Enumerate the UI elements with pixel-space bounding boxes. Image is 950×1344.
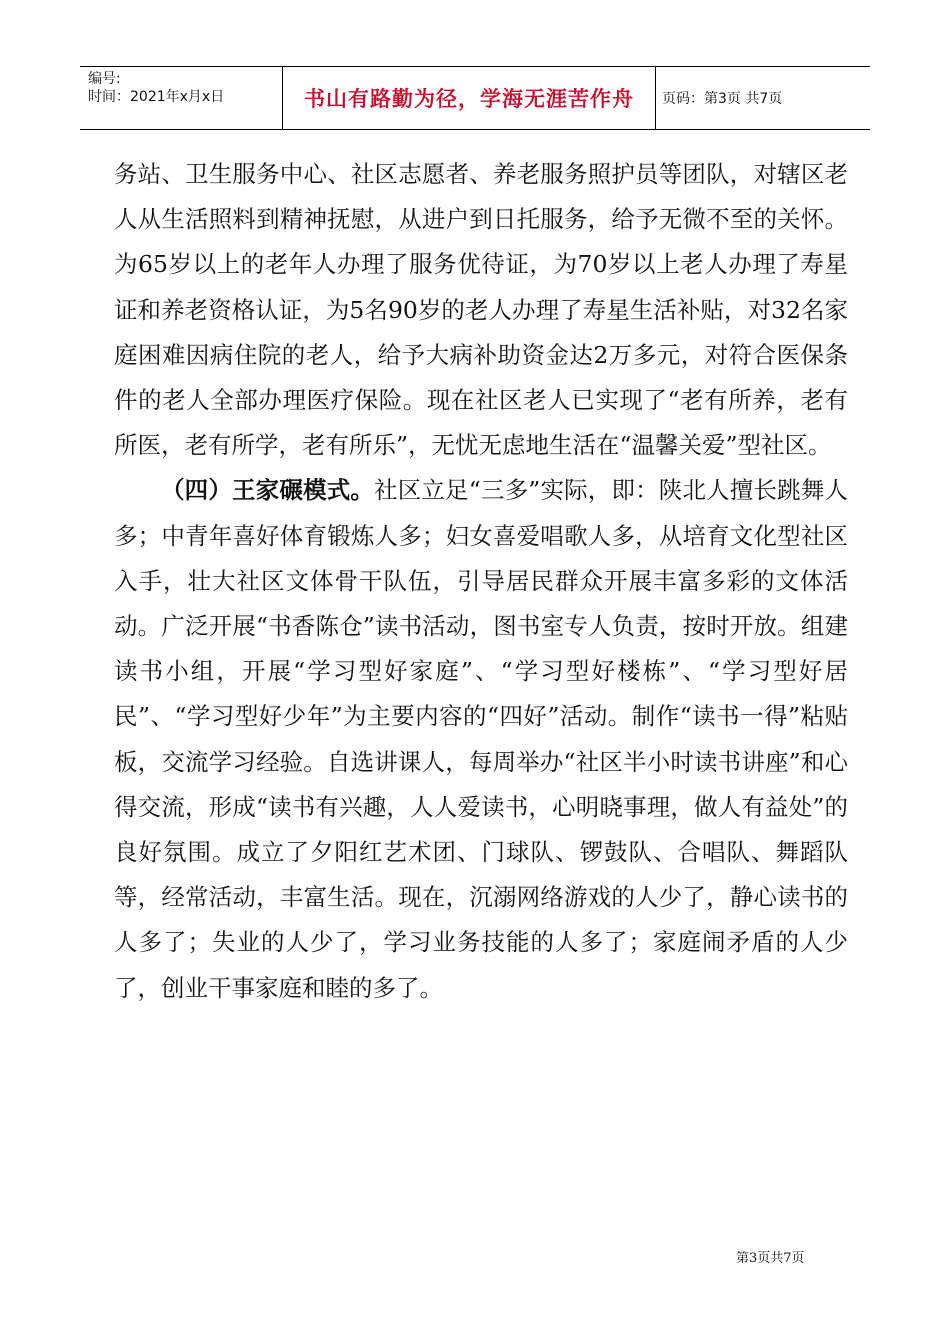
section-heading: （四）王家碾模式。 — [161, 476, 375, 505]
header-motto: 书山有路勤为径，学海无涯苦作舟 — [283, 67, 656, 129]
header-page-code: 页码：第3页 共7页 — [662, 91, 783, 107]
header-meta — [80, 67, 283, 129]
document-body — [114, 152, 848, 1011]
document-date-label: 时间：2021年x月x日 — [88, 89, 225, 105]
page-header — [80, 66, 870, 130]
body-paragraph-2 — [114, 468, 848, 1010]
document-number-label: 编号: — [88, 71, 121, 87]
body-paragraph-2-text: 社区立足“三多”实际，即：陕北人擅长跳舞人多；中青年喜好体育锻炼人多；妇女喜爱唱歌人多，从培育文化型社区入手，壮大社区文体骨干队伍，引导居民群众开展丰富多彩的文体活动。广泛开展“书香陈仓”读书活动，图书室专人负责，按时开放。组建读书小组，开展“学习型好家庭”、“学习型好楼栋”、“学习型好居民”、“学习型好少年”为主要内容的“四好”活动。制作“读书一得”粘贴板，交流学习经验。自选讲课人，每周举办“社区半小时读书讲座”和心得交流，形成“读书有兴趣，人人爱读书，心明晓事理，做人有益处”的良好氛围。成立了夕阳红艺术团、门球队、锣鼓队、合唱队、舞蹈队等，经常活动，丰富生活。现在，沉溺网络游戏的人少了，静心读书的人多了；失业的人少了，学习业务技能的人多了；家庭闹矛盾的人少了，创业干事家庭和睦的多了。 — [114, 476, 849, 1002]
body-paragraph-1: 务站、卫生服务中心、社区志愿者、养老服务照护员等团队，对辖区老人从生活照料到精神抚慰，从进户到日托服务，给予无微不至的关怀。为65岁以上的老年人办理了服务优待证，为70岁以上老人办理了寿星证和养老资格认证，为5名90岁的老人办理了寿星生活补贴，对32名家庭困难因病住院的老人，给予大病补助资金达2万多元，对符合医保条件的老人全部办理医疗保险。现在社区老人已实现了“老有所养，老有所医，老有所学，老有所乐”，无忧无虑地生活在“温馨关爱”型社区。 — [114, 160, 848, 460]
page-footer: 第3页共7页 — [736, 1251, 805, 1266]
